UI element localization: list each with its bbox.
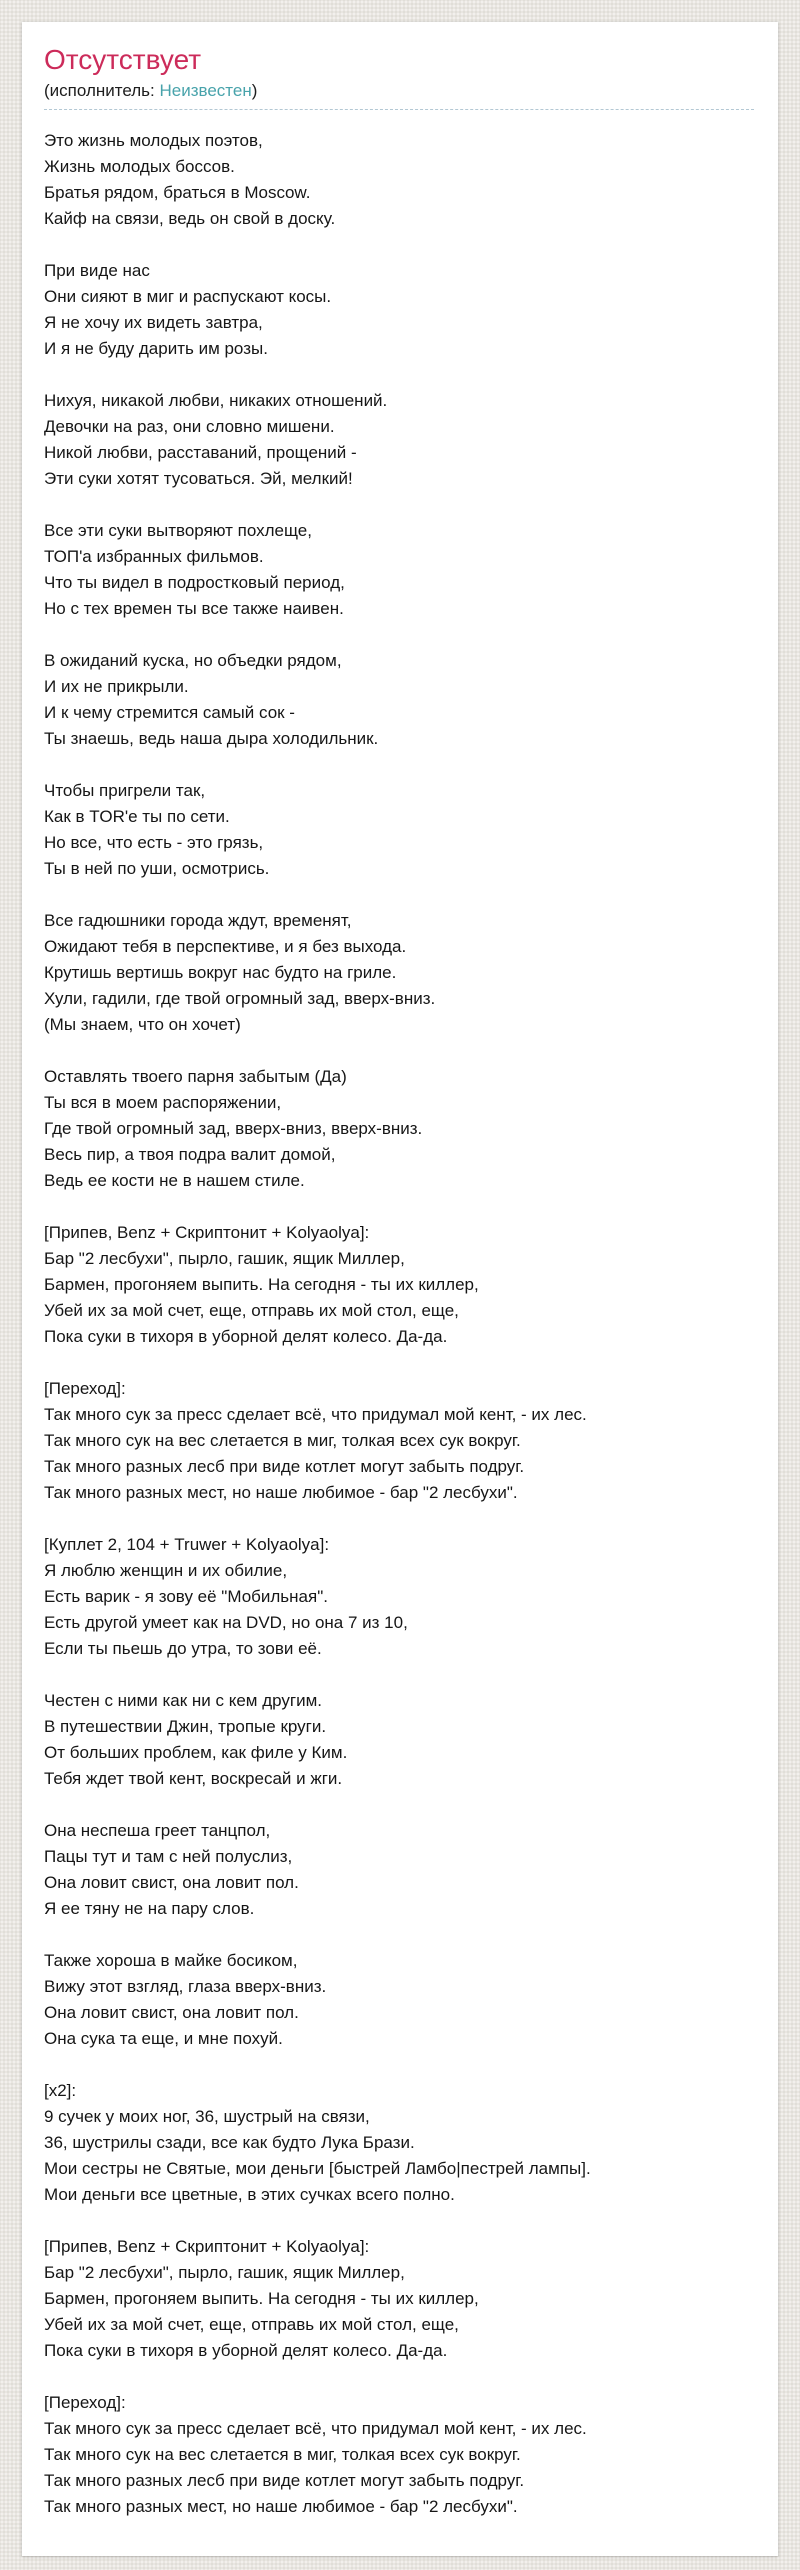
lyric-line: Вижу этот взгляд, глаза вверх-вниз. xyxy=(44,1977,327,1997)
lyric-line: Весь пир, а твоя подра валит домой, xyxy=(44,1145,336,1165)
lyric-line: [x2]: xyxy=(44,2081,77,2101)
artist-prefix: (исполнитель: xyxy=(44,81,160,101)
lyric-line: Она неспеша греет танцпол, xyxy=(44,1821,271,1841)
lyric-line: Ты вся в моем распоряжении, xyxy=(44,1093,282,1113)
lyric-line: Бармен, прогоняем выпить. На сегодня - ты их киллер, xyxy=(44,1275,479,1295)
lyric-line: Бар "2 лесбухи", пырло, гашик, ящик Миллер, xyxy=(44,2263,405,2283)
lyric-line: Что ты видел в подростковый период, xyxy=(44,573,345,593)
lyric-stanza xyxy=(44,1220,754,1350)
lyric-line: 36, шустрилы сзади, все как будто Лука Брази. xyxy=(44,2133,415,2153)
lyric-line: Я люблю женщин и их обилие, xyxy=(44,1561,288,1581)
page-header xyxy=(44,44,754,110)
lyric-line: Так много разных лесб при виде котлет могут забыть подруг. xyxy=(44,1457,525,1477)
lyric-line: Братья рядом, браться в Moscow. xyxy=(44,183,311,203)
lyric-line: Я не хочу их видеть завтра, xyxy=(44,313,263,333)
lyric-line: Она ловит свист, она ловит пол. xyxy=(44,1873,299,1893)
lyric-line: Но все, что есть - это грязь, xyxy=(44,833,264,853)
lyrics-text xyxy=(44,122,754,2520)
lyric-stanza xyxy=(44,1532,754,1662)
lyric-line: Я ее тяну не на пару слов. xyxy=(44,1899,255,1919)
lyric-line: Мои сестры не Святые, мои деньги [быстрей Ламбо|пестрей лампы]. xyxy=(44,2159,591,2179)
lyric-line: (Мы знаем, что он хочет) xyxy=(44,1015,241,1035)
lyric-line: Также хороша в майке босиком, xyxy=(44,1951,298,1971)
lyric-line: Так много сук за пресс сделает всё, что придумал мой кент, - их лес. xyxy=(44,2419,587,2439)
lyric-line: Честен с ними как ни с кем другим. xyxy=(44,1691,323,1711)
artist-suffix: ) xyxy=(251,81,258,101)
lyric-stanza xyxy=(44,1948,754,2052)
lyric-line: И к чему стремится самый сок - xyxy=(44,703,295,723)
lyric-line: Убей их за мой счет, еще, отправь их мой стол, еще, xyxy=(44,2315,459,2335)
lyric-line: Эти суки хотят тусоваться. Эй, мелкий! xyxy=(44,469,353,489)
lyric-line: Ты в ней по уши, осмотрись. xyxy=(44,859,270,879)
lyric-stanza xyxy=(44,648,754,752)
lyric-line: Пока суки в тихоря в уборной делят колесо. Да-да. xyxy=(44,1327,448,1347)
lyrics-card xyxy=(22,22,778,2556)
lyric-stanza xyxy=(44,1688,754,1792)
lyric-line: [Переход]: xyxy=(44,1379,126,1399)
lyric-line: Так много сук за пресс сделает всё, что придумал мой кент, - их лес. xyxy=(44,1405,587,1425)
page-background xyxy=(0,22,800,2570)
lyric-line: Они сияют в миг и распускают косы. xyxy=(44,287,332,307)
lyric-line: Убей их за мой счет, еще, отправь их мой стол, еще, xyxy=(44,1301,459,1321)
lyric-line: Бармен, прогоняем выпить. На сегодня - ты их киллер, xyxy=(44,2289,479,2309)
lyric-line: Ты знаешь, ведь наша дыра холодильник. xyxy=(44,729,379,749)
lyric-line: Это жизнь молодых поэтов, xyxy=(44,131,263,151)
lyric-line: Так много разных мест, но наше любимое - бар "2 лесбухи". xyxy=(44,1483,518,1503)
artist-line xyxy=(44,80,754,102)
lyric-line: Жизнь молодых боссов. xyxy=(44,157,235,177)
lyric-stanza xyxy=(44,2078,754,2208)
lyric-line: В ожиданий куска, но объедки рядом, xyxy=(44,651,342,671)
lyric-line: Пока суки в тихоря в уборной делят колесо. Да-да. xyxy=(44,2341,448,2361)
lyric-line: Мои деньги все цветные, в этих сучках всего полно. xyxy=(44,2185,455,2205)
lyric-line: ТОП'а избранных фильмов. xyxy=(44,547,264,567)
lyric-line: Девочки на раз, они словно мишени. xyxy=(44,417,335,437)
lyric-line: Так много разных лесб при виде котлет могут забыть подруг. xyxy=(44,2471,525,2491)
lyric-line: Как в TOR'е ты по сети. xyxy=(44,807,230,827)
lyric-stanza xyxy=(44,1376,754,1506)
lyric-line: При виде нас xyxy=(44,261,150,281)
artist-link[interactable]: Неизвестен xyxy=(159,81,252,101)
lyric-line: Она сука та еще, и мне похуй. xyxy=(44,2029,283,2049)
lyric-line: Кайф на связи, ведь он свой в доску. xyxy=(44,209,336,229)
lyric-line: [Припев, Benz + Скриптонит + Kolyaolya]: xyxy=(44,2237,370,2257)
lyric-line: [Припев, Benz + Скриптонит + Kolyaolya]: xyxy=(44,1223,370,1243)
lyric-stanza xyxy=(44,778,754,882)
lyric-line: Ведь ее кости не в нашем стиле. xyxy=(44,1171,305,1191)
lyric-line: И их не прикрыли. xyxy=(44,677,189,697)
lyric-line: Ожидают тебя в перспективе, и я без выхода. xyxy=(44,937,407,957)
lyric-line: Так много сук на вес слетается в миг, толкая всех сук вокруг. xyxy=(44,2445,521,2465)
lyric-line: Так много сук на вес слетается в миг, толкая всех сук вокруг. xyxy=(44,1431,521,1451)
lyric-stanza xyxy=(44,1818,754,1922)
lyric-line: Тебя ждет твой кент, воскресай и жги. xyxy=(44,1769,343,1789)
lyric-stanza xyxy=(44,258,754,362)
lyric-stanza xyxy=(44,128,754,232)
lyric-line: 9 сучек у моих ног, 36, шустрый на связи, xyxy=(44,2107,370,2127)
lyric-line: Нихуя, никакой любви, никаких отношений. xyxy=(44,391,388,411)
lyric-line: Никой любви, расставаний, прощений - xyxy=(44,443,357,463)
lyric-line: И я не буду дарить им розы. xyxy=(44,339,268,359)
lyric-line: Так много разных мест, но наше любимое - бар "2 лесбухи". xyxy=(44,2497,518,2517)
lyric-stanza xyxy=(44,2234,754,2364)
lyric-line: Бар "2 лесбухи", пырло, гашик, ящик Миллер, xyxy=(44,1249,405,1269)
lyric-line: Она ловит свист, она ловит пол. xyxy=(44,2003,299,2023)
lyric-line: Но с тех времен ты все также наивен. xyxy=(44,599,344,619)
lyric-line: Все эти суки вытворяют похлеще, xyxy=(44,521,312,541)
lyric-line: [Переход]: xyxy=(44,2393,126,2413)
lyric-line: От больших проблем, как филе у Ким. xyxy=(44,1743,348,1763)
lyric-line: Все гадюшники города ждут, временят, xyxy=(44,911,352,931)
lyric-line: Есть другой умеет как на DVD, но она 7 из 10, xyxy=(44,1613,408,1633)
lyric-line: Оставлять твоего парня забытым (Да) xyxy=(44,1067,347,1087)
lyric-line: [Куплет 2, 104 + Truwer + Kolyaolya]: xyxy=(44,1535,330,1555)
lyric-line: Крутишь вертишь вокруг нас будто на гриле. xyxy=(44,963,397,983)
page-title: Отсутствует xyxy=(44,44,202,75)
lyric-line: Чтобы пригрели так, xyxy=(44,781,206,801)
lyric-line: Есть варик - я зову её "Мобильная". xyxy=(44,1587,328,1607)
lyric-line: Где твой огромный зад, вверх-вниз, вверх-вниз. xyxy=(44,1119,423,1139)
lyric-stanza xyxy=(44,388,754,492)
lyric-line: В путешествии Джин, тропые круги. xyxy=(44,1717,327,1737)
lyric-stanza xyxy=(44,2390,754,2520)
lyric-line: Если ты пьешь до утра, то зови её. xyxy=(44,1639,322,1659)
lyric-stanza xyxy=(44,518,754,622)
lyric-stanza xyxy=(44,1064,754,1194)
lyric-stanza xyxy=(44,908,754,1038)
lyric-line: Хули, гадили, где твой огромный зад, вверх-вниз. xyxy=(44,989,436,1009)
lyric-line: Пацы тут и там с ней полуслиз, xyxy=(44,1847,293,1867)
